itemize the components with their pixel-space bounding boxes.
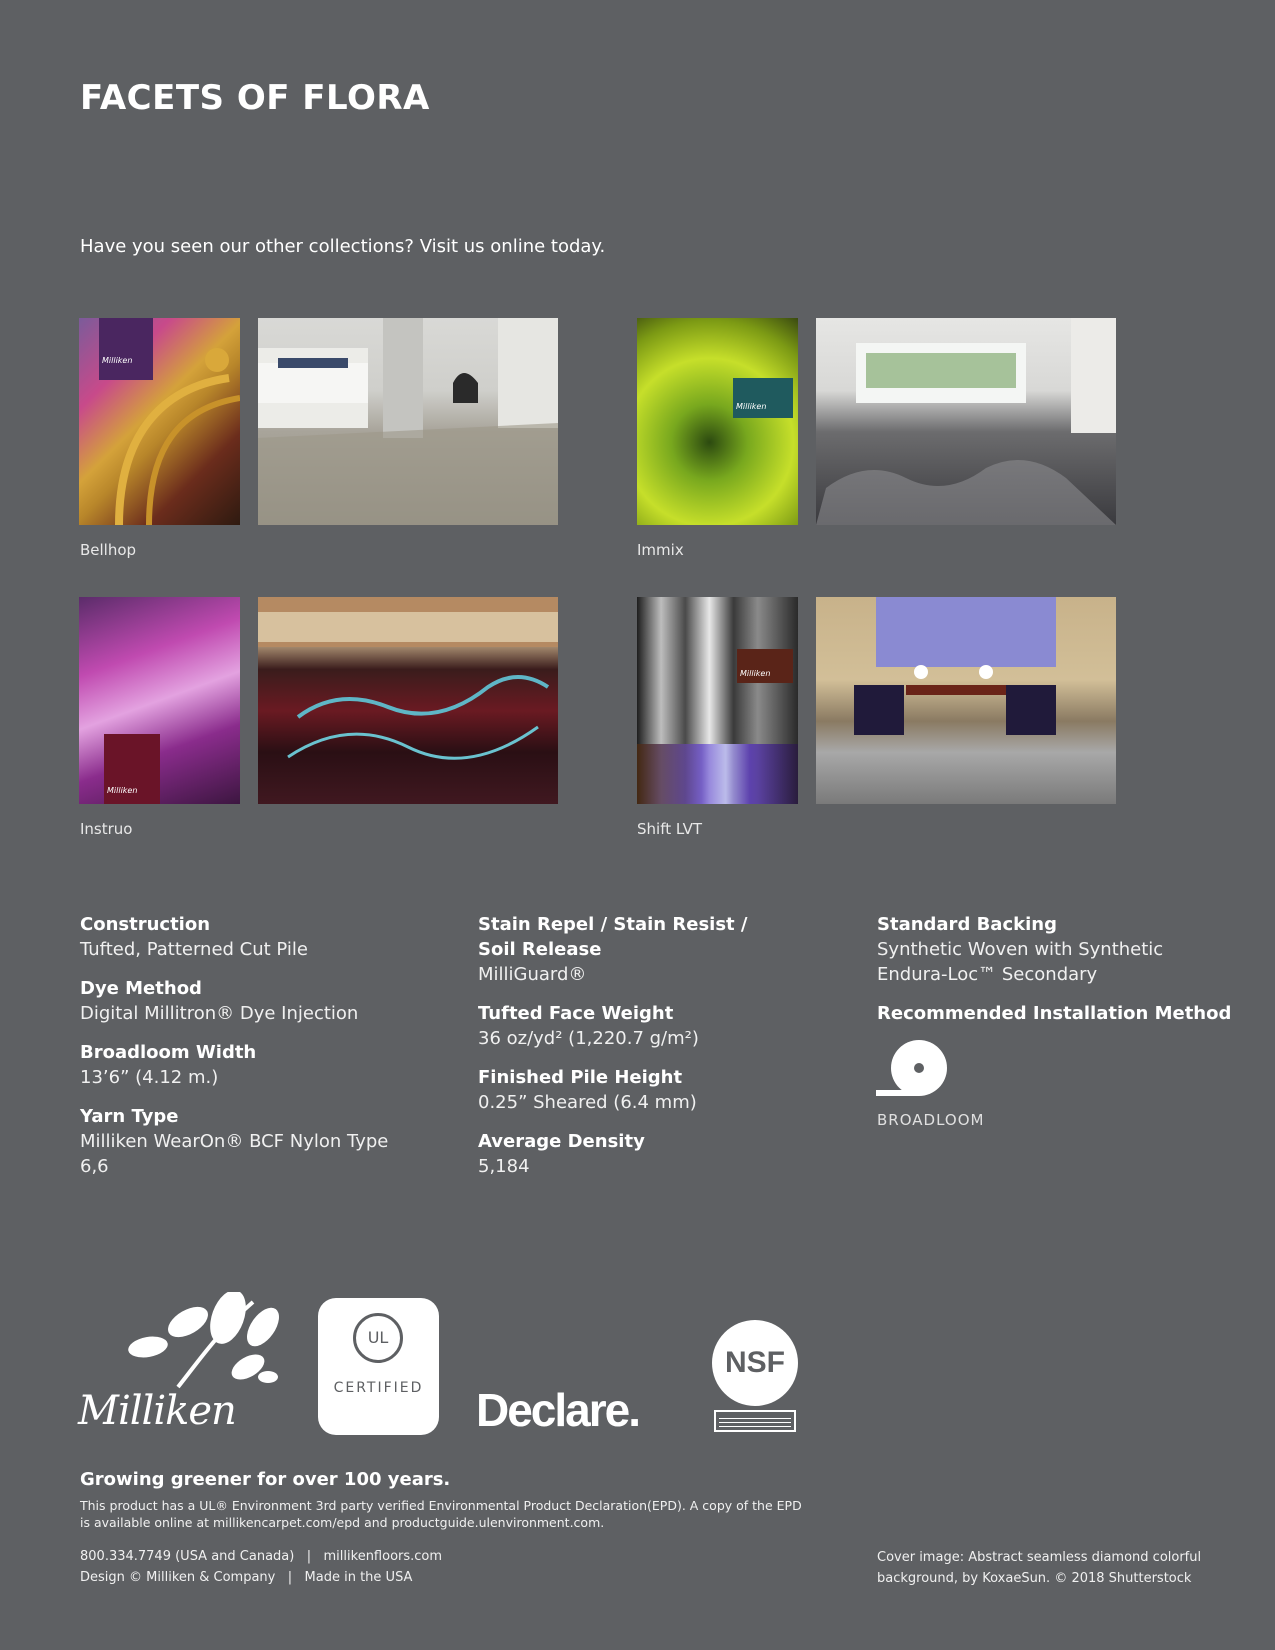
shift-lvt-room-image (816, 597, 1116, 804)
spec-stain-repel (478, 912, 838, 987)
collection-caption-shift-lvt: Shift LVT (637, 820, 702, 838)
collection-badge (733, 378, 793, 418)
spec-tufted-face-weight (478, 1001, 838, 1051)
light-streaks (637, 744, 798, 804)
spec-label: Yarn Type (80, 1106, 179, 1127)
credit-line-2: background, by KoxaeSun. © 2018 Shutterstock (877, 1571, 1192, 1586)
declare-logo: Declare. (476, 1384, 640, 1436)
spec-label: Stain Repel / Stain Resist / Soil Release (478, 914, 748, 960)
nsf-fine-print (719, 1415, 791, 1427)
spec-installation-method (877, 1001, 1237, 1026)
ul-mark-text: UL (367, 1328, 389, 1347)
nsf-text: NSF (725, 1346, 785, 1379)
hotel-room-art (258, 318, 558, 525)
bellhop-cover-image (79, 318, 240, 525)
milliken-logo (78, 1292, 283, 1437)
shift-lvt-cover-image (637, 597, 798, 804)
page-subtitle: Have you seen our other collections? Visit us online today. (80, 236, 606, 257)
spec-label: Broadloom Width (80, 1042, 257, 1063)
tagline: Growing greener for over 100 years. (80, 1469, 451, 1490)
badge-logo-text: Milliken (736, 402, 767, 411)
spec-average-density (478, 1129, 838, 1179)
bellhop-room-image (258, 318, 558, 525)
ul-circle-icon (353, 1313, 403, 1363)
ballroom-art (258, 597, 558, 804)
spec-label: Standard Backing (877, 914, 1057, 935)
specs-column-2 (478, 912, 838, 1193)
cover-image-credit (877, 1547, 1207, 1589)
nsf-logo (712, 1320, 798, 1406)
collection-caption-immix: Immix (637, 541, 684, 559)
spec-yarn-type (80, 1104, 440, 1179)
specs-column-1 (80, 912, 440, 1193)
badge-logo-text: Milliken (107, 786, 138, 795)
reception-room-art (816, 597, 1116, 804)
nsf-certification-box (714, 1410, 796, 1432)
badge-logo-text: Milliken (102, 356, 133, 365)
collection-badge (737, 649, 793, 683)
instruo-cover-image (79, 597, 240, 804)
spec-broadloom-width (80, 1040, 440, 1090)
spec-standard-backing (877, 912, 1237, 987)
epd-line-1: This product has a UL® Environment 3rd party verified Environmental Product Declaration(EPD). A copy of the EPD (80, 1498, 802, 1513)
spec-dye-method (80, 976, 440, 1026)
spec-value: Milliken WearOn® BCF Nylon Type 6,6 (80, 1131, 389, 1177)
spec-label: Construction (80, 914, 211, 935)
epd-line-2: is available online at millikencarpet.com/epd and productguide.ulenvironment.com. (80, 1515, 605, 1530)
collection-caption-instruo: Instruo (80, 820, 133, 838)
instruo-room-image (258, 597, 558, 804)
specs-column-3 (877, 912, 1237, 1040)
epd-statement (80, 1497, 820, 1531)
spec-value: 5,184 (478, 1156, 530, 1177)
contact-line-1: 800.334.7749 (USA and Canada) | millikenfloors.com (80, 1549, 443, 1564)
broadloom-icon-label: BROADLOOM (877, 1111, 985, 1129)
contact-info (80, 1546, 442, 1588)
spec-label: Finished Pile Height (478, 1067, 683, 1088)
ul-certified-logo (318, 1298, 439, 1435)
broadloom-roll-icon (876, 1038, 956, 1100)
spec-label: Recommended Installation Method (877, 1003, 1232, 1024)
spec-value: 0.25” Sheared (6.4 mm) (478, 1092, 697, 1113)
spec-value: MilliGuard® (478, 964, 587, 985)
spec-value: Digital Millitron® Dye Injection (80, 1003, 359, 1024)
immix-room-image (816, 318, 1116, 525)
spec-value: Tufted, Patterned Cut Pile (80, 939, 308, 960)
immix-cover-image (637, 318, 798, 525)
credit-line-1: Cover image: Abstract seamless diamond colorful (877, 1550, 1202, 1565)
milliken-leaves-icon (78, 1292, 283, 1392)
badge-logo-text: Milliken (740, 669, 771, 678)
ul-certified-text: CERTIFIED (333, 1380, 424, 1396)
collection-badge (104, 734, 160, 804)
milliken-wordmark: Milliken (78, 1388, 236, 1434)
spec-value: Synthetic Woven with Synthetic Endura-Loc™ Secondary (877, 939, 1164, 985)
collection-caption-bellhop: Bellhop (80, 541, 137, 559)
page-title: FACETS OF FLORA (80, 78, 430, 118)
lobby-room-art (816, 318, 1116, 525)
spec-value: 13’6” (4.12 m.) (80, 1067, 219, 1088)
spec-construction (80, 912, 440, 962)
spec-value: 36 oz/yd² (1,220.7 g/m²) (478, 1028, 699, 1049)
spec-label: Average Density (478, 1131, 645, 1152)
spec-label: Dye Method (80, 978, 202, 999)
spec-finished-pile-height (478, 1065, 838, 1115)
spec-label: Tufted Face Weight (478, 1003, 674, 1024)
brass-cart-art (79, 318, 240, 525)
contact-line-2: Design © Milliken & Company | Made in the USA (80, 1570, 413, 1585)
